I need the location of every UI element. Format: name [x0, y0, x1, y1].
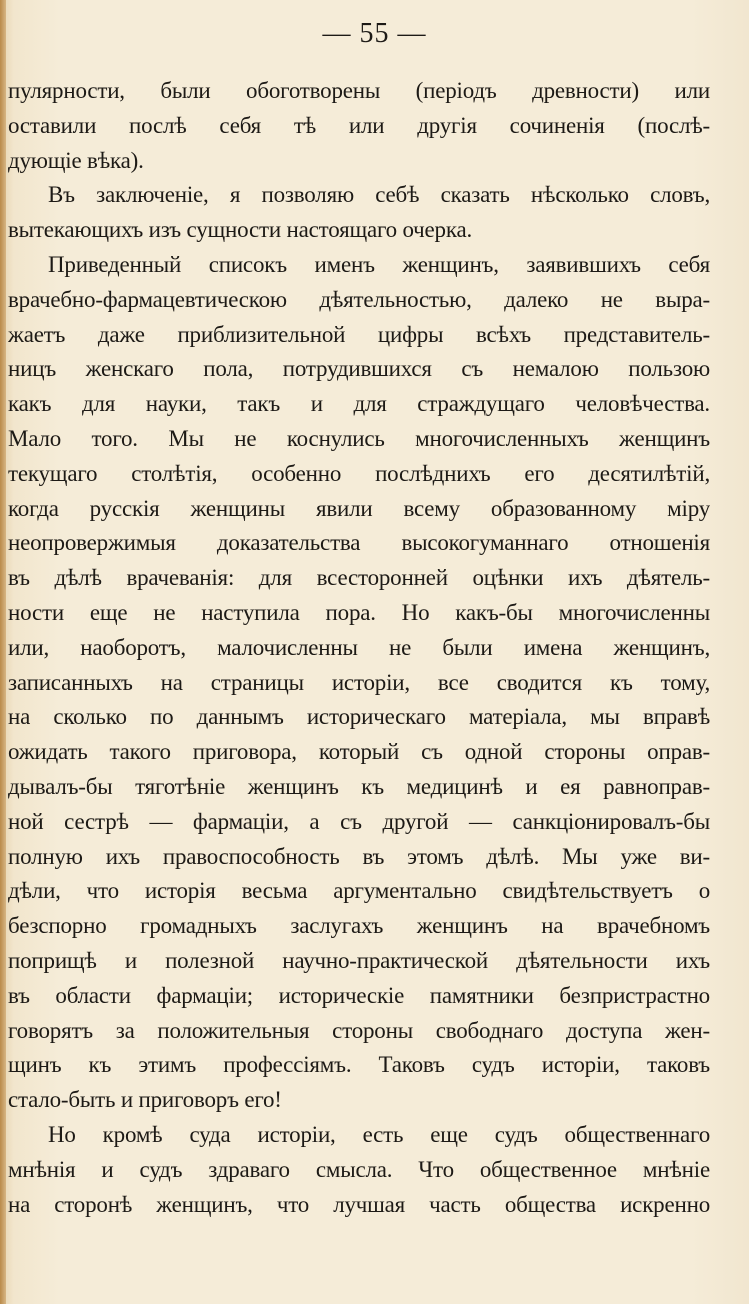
text-line: дующіе вѣка).: [8, 147, 144, 173]
text-line: безспорно громадныхъ заслугахъ женщинъ на врачебномъ: [8, 913, 710, 939]
text-line: говорятъ за положительныя стороны свободнаго доступа жен-: [8, 1017, 710, 1043]
text-line: Приведенный списокъ именъ женщинъ, заявившихъ себя: [48, 251, 710, 277]
text-line: ницъ женскаго пола, потрудившихся съ немалою пользою: [8, 356, 710, 382]
text-line: Въ заключеніе, я позволяю себѣ сказать нѣсколько словъ,: [48, 182, 710, 208]
text-line: оставили послѣ себя тѣ или другія сочиненія (послѣ-: [8, 112, 710, 138]
text-line: на сколько по даннымъ историческаго матеріала, мы вправѣ: [8, 704, 710, 730]
text-line: пулярности, были обоготворены (періодъ древности) или: [8, 78, 710, 103]
body-text: [8, 74, 710, 1222]
text-line: ности еще не наступила пора. Но какъ-бы многочисленны: [8, 599, 710, 625]
text-line: въ дѣлѣ врачеванія: для всесторонней оцѣнки ихъ дѣятель-: [8, 565, 710, 591]
text-line: поприщѣ и полезной научно-практической дѣятельности ихъ: [8, 947, 710, 973]
text-line: когда русскія женщины явили всему образованному міру: [8, 495, 710, 521]
text-line: Мало того. Мы не коснулись многочисленныхъ женщинъ: [8, 425, 710, 451]
text-line: неопровержимыя доказательства высокогуманнаго отношенія: [8, 530, 710, 556]
text-line: стало-быть и приговоръ его!: [8, 1087, 282, 1113]
text-line: текущаго столѣтія, особенно послѣднихъ его десятилѣтій,: [8, 460, 710, 486]
text-line: жаетъ даже приблизительной цифры всѣхъ представитель-: [8, 321, 710, 347]
text-line: на сторонѣ женщинъ, что лучшая часть общества искренно: [8, 1191, 710, 1217]
text-line: или, наоборотъ, малочисленны не были имена женщинъ,: [8, 634, 710, 660]
text-line: врачебно-фармацевтическою дѣятельностью, далеко не выра-: [8, 286, 710, 312]
text-line: ной сестрѣ — фармаціи, а съ другой — санкціонировалъ-бы: [8, 808, 710, 834]
text-line: полную ихъ правоспособность въ этомъ дѣлѣ. Мы уже ви-: [8, 843, 710, 869]
page-number: — 55 —: [322, 18, 427, 49]
text-line: ожидать такого приговора, который съ одной стороны оправ-: [8, 739, 710, 765]
text-line: въ области фармаціи; историческіе памятники безпристрастно: [8, 982, 710, 1008]
text-line: какъ для науки, такъ и для страждущаго человѣчества.: [8, 391, 710, 417]
text-line: мнѣнія и судъ здраваго смысла. Что общественное мнѣніе: [8, 1156, 710, 1182]
text-line: Но кромѣ суда исторіи, есть еще судъ общественнаго: [48, 1121, 710, 1147]
text-line: дывалъ-бы тяготѣніе женщинъ къ медицинѣ и ея равноправ-: [8, 773, 710, 799]
text-line: щинъ къ этимъ профессіямъ. Таковъ судъ исторіи, таковъ: [8, 1052, 710, 1078]
text-line: записанныхъ на страницы исторіи, все сводится къ тому,: [8, 669, 710, 695]
text-line: вытекающихъ изъ сущности настоящаго очерка.: [8, 217, 473, 243]
page-spine-edge: [0, 0, 6, 1304]
text-line: дѣли, что исторія весьма аргументально свидѣтельствуетъ о: [8, 878, 710, 904]
